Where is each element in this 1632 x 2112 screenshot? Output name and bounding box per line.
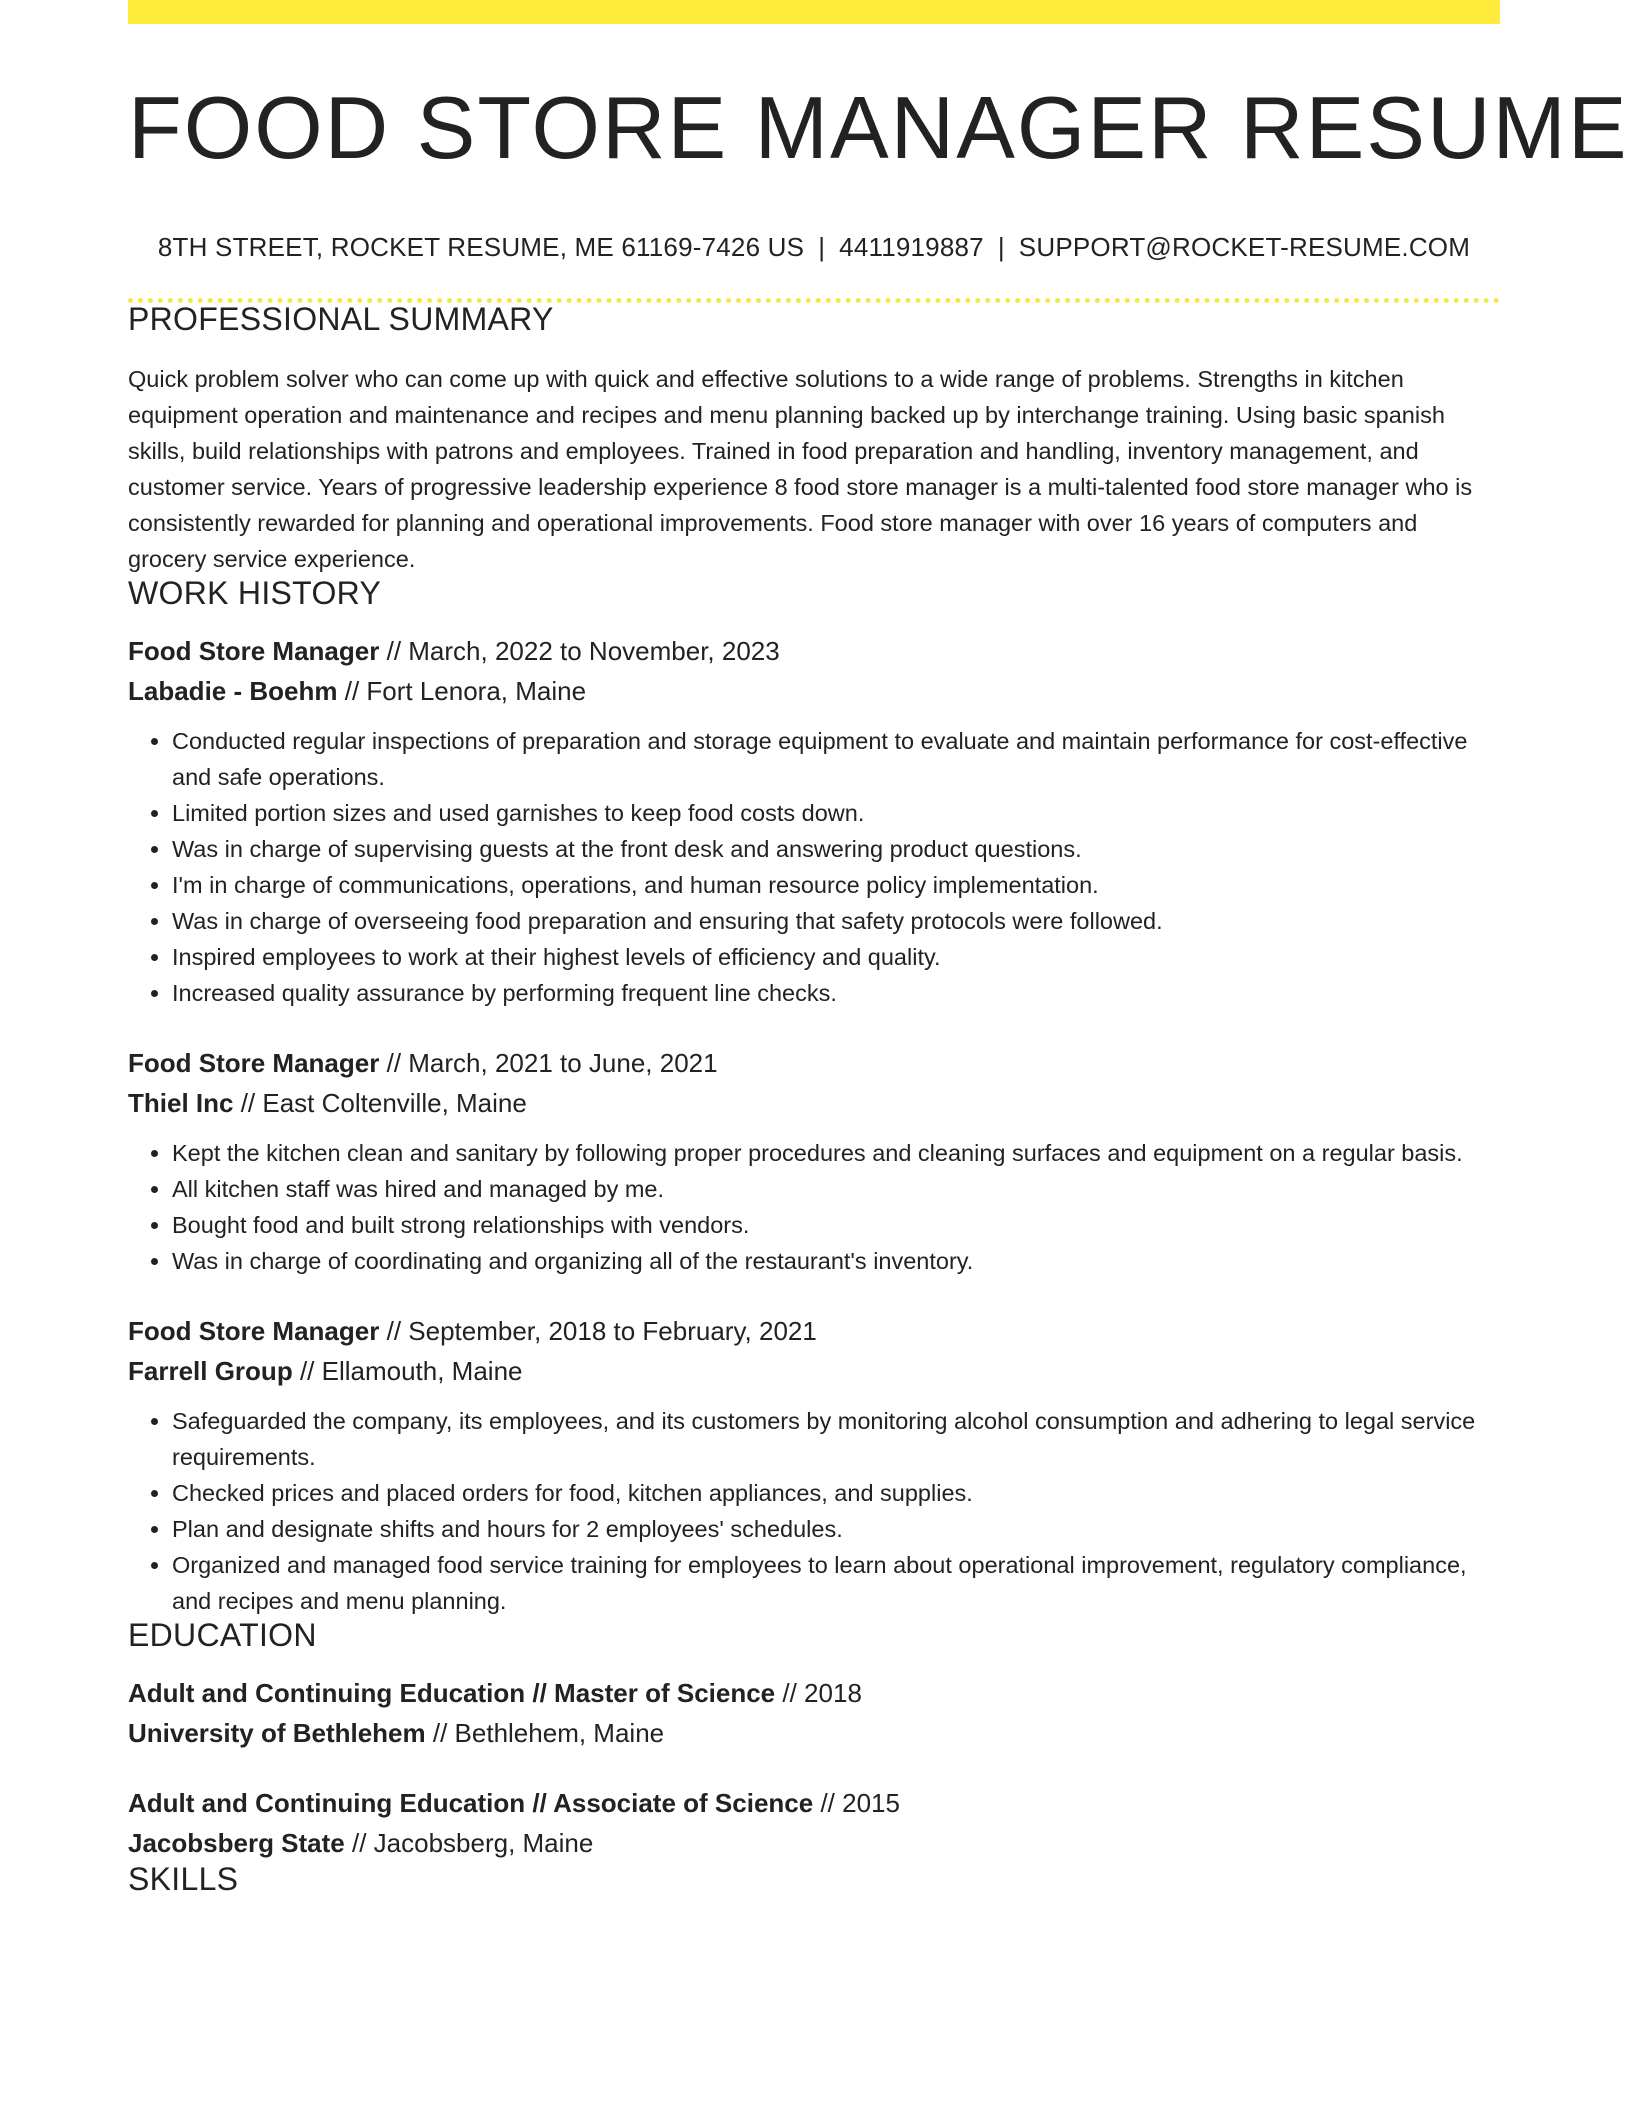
job-location: // Fort Lenora, Maine [344,676,587,706]
job-entry [128,631,1500,1011]
job-bullet: • Bought food and built strong relationships with vendors. [172,1207,1500,1243]
education-entry [128,1673,1500,1753]
job-company-line [128,1083,1500,1123]
education-school-line [128,1823,1500,1863]
job-bullet: • Safeguarded the company, its employees, and its customers by monitoring alcohol consumption and adhering to legal service requirements. [172,1403,1500,1475]
resume-page [128,0,1629,1897]
job-dates: // September, 2018 to February, 2021 [386,1316,817,1346]
education-degree-line [128,1783,1500,1823]
education-school: University of Bethlehem [128,1718,426,1748]
job-location: // East Coltenville, Maine [240,1088,527,1118]
accent-bar [128,0,1500,24]
job-bullet: • Was in charge of coordinating and organizing all of the restaurant's inventory. [172,1243,1500,1279]
job-bullet: • Organized and managed food service training for employees to learn about operational improvement, regulatory compliance, and recipes and menu planning. [172,1547,1500,1619]
education-degree-line [128,1673,1500,1713]
job-bullet: • Limited portion sizes and used garnishes to keep food costs down. [172,795,1500,831]
job-bullet: • Checked prices and placed orders for food, kitchen appliances, and supplies. [172,1475,1500,1511]
contact-separator: | [997,232,1005,262]
job-dates: // March, 2022 to November, 2023 [386,636,780,666]
job-bullet: • Conducted regular inspections of preparation and storage equipment to evaluate and maintain performance for cost-effective and safe operations. [172,723,1500,795]
job-company-line [128,671,1500,711]
job-bullets [128,723,1500,1011]
contact-separator: | [818,232,826,262]
education-school-line [128,1713,1500,1753]
job-bullet: • Plan and designate shifts and hours for 2 employees' schedules. [172,1511,1500,1547]
summary-heading: PROFESSIONAL SUMMARY [128,301,554,337]
job-bullet: • Was in charge of supervising guests at the front desk and answering product questions. [172,831,1500,867]
job-title-line [128,631,1500,671]
job-bullet: • All kitchen staff was hired and managed by me. [172,1171,1500,1207]
contact-line [128,234,1500,260]
job-bullet: • Was in charge of overseeing food preparation and ensuring that safety protocols were followed. [172,903,1500,939]
job-bullet: • Increased quality assurance by performing frequent line checks. [172,975,1500,1011]
job-bullet: • Kept the kitchen clean and sanitary by following proper procedures and cleaning surfaces and equipment on a regular basis. [172,1135,1500,1171]
resume-title: FOOD STORE MANAGER RESUME [128,78,1629,177]
education-entry [128,1783,1500,1863]
education-location: // Jacobsberg, Maine [351,1828,594,1858]
contact-phone: 4411919887 [839,232,984,262]
job-bullets [128,1135,1500,1279]
education-year: // 2018 [782,1678,862,1708]
job-entry [128,1311,1500,1619]
job-company-line [128,1351,1500,1391]
contact-address: 8TH STREET, ROCKET RESUME, ME 61169-7426 US [157,232,805,262]
job-title-line [128,1043,1500,1083]
job-bullet: • Inspired employees to work at their highest levels of efficiency and quality. [172,939,1500,975]
education-location: // Bethlehem, Maine [432,1718,665,1748]
job-title-line [128,1311,1500,1351]
job-company: Labadie - Boehm [128,676,338,706]
job-dates: // March, 2021 to June, 2021 [386,1048,718,1078]
job-title: Food Store Manager [128,1048,380,1078]
job-company: Farrell Group [128,1356,293,1386]
education-degree: Adult and Continuing Education // Master of Science [128,1678,776,1708]
summary-text: Quick problem solver who can come up with quick and effective solutions to a wide range of problems. Strengths in kitchen equipment operation and maintenance and recipes and menu planning backed up by interchange training. Using basic spanish skills, build relationships with patrons and employees. Trained in food preparation and handling, inventory management, and customer service. Years of progressive leadership experience 8 food store manager is a multi-talented food store manager who is consistently rewarded for planning and operational improvements. Food store manager with over 16 years of computers and grocery service experience. [128,366,1473,572]
job-title: Food Store Manager [128,1316,380,1346]
contact-email: SUPPORT@ROCKET-RESUME.COM [1018,232,1471,262]
job-company: Thiel Inc [128,1088,234,1118]
job-title: Food Store Manager [128,636,380,666]
skills-heading: SKILLS [128,1861,239,1897]
education-school: Jacobsberg State [128,1828,345,1858]
education-degree: Adult and Continuing Education // Associate of Science [128,1788,814,1818]
education-year: // 2015 [820,1788,900,1818]
job-entry [128,1043,1500,1279]
job-bullet: • I'm in charge of communications, operations, and human resource policy implementation. [172,867,1500,903]
work-history-heading: WORK HISTORY [128,575,382,611]
job-bullets [128,1403,1500,1619]
job-location: // Ellamouth, Maine [299,1356,523,1386]
education-heading: EDUCATION [128,1617,317,1653]
